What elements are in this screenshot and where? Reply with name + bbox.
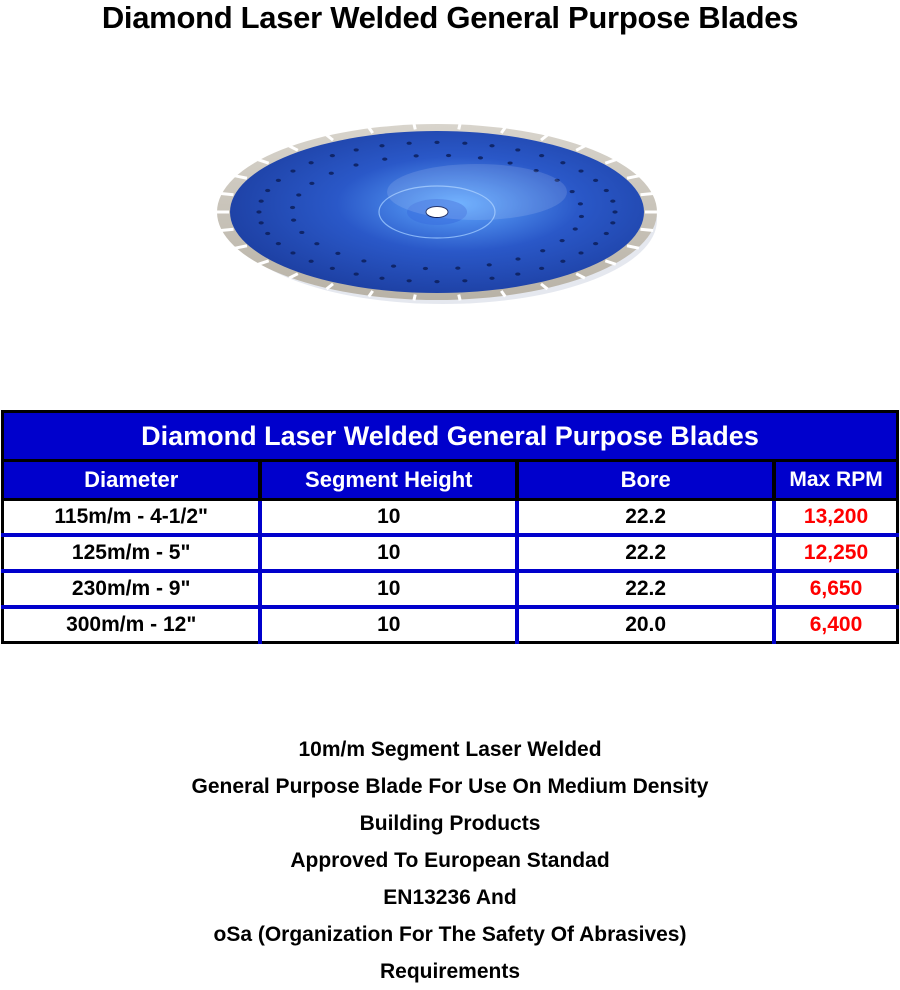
description-line: Requirements: [379, 960, 521, 983]
column-header-max-rpm: Max RPM: [774, 461, 897, 500]
diameter-cell: 125m/m - 5": [3, 535, 261, 571]
diameter-cell: 230m/m - 9": [3, 571, 261, 607]
bore-cell: 22.2: [517, 535, 774, 571]
table-title-row: [3, 412, 898, 461]
description-line: General Purpose Blade For Use On Medium Density: [191, 775, 709, 798]
segment-height-cell: 10: [260, 571, 517, 607]
max-rpm-cell: 6,400: [774, 607, 897, 643]
description-line: EN13236 And: [383, 886, 517, 909]
description-line: oSa (Organization For The Safety Of Abrasives): [213, 923, 687, 946]
segment-height-cell: 10: [260, 607, 517, 643]
table-title: Diamond Laser Welded General Purpose Blades: [3, 412, 898, 461]
diameter-cell: 115m/m - 4-1/2": [3, 500, 261, 536]
segment-height-cell: 10: [260, 535, 517, 571]
column-header-segment-height: Segment Height: [260, 461, 517, 500]
segment-height-cell: 10: [260, 500, 517, 536]
bore-cell: 22.2: [517, 571, 774, 607]
table-row: [3, 571, 898, 607]
description-line: Approved To European Standad: [290, 849, 610, 872]
column-header-diameter: Diameter: [3, 461, 261, 500]
max-rpm-cell: 6,650: [774, 571, 897, 607]
diamond-saw-blade-icon: [212, 120, 662, 310]
diameter-cell: 300m/m - 12": [3, 607, 261, 643]
spec-table: [1, 410, 899, 644]
description-line: Building Products: [359, 812, 541, 835]
page-title: Diamond Laser Welded General Purpose Blades: [101, 0, 799, 35]
description-line: 10m/m Segment Laser Welded: [298, 738, 602, 761]
table-row: [3, 535, 898, 571]
column-header-bore: Bore: [517, 461, 774, 500]
table-row: [3, 607, 898, 643]
bore-cell: 22.2: [517, 500, 774, 536]
max-rpm-cell: 12,250: [774, 535, 897, 571]
bore-cell: 20.0: [517, 607, 774, 643]
blade-image: [212, 120, 662, 310]
product-description: [0, 731, 900, 990]
table-row: [3, 500, 898, 536]
table-header-row: [3, 461, 898, 500]
max-rpm-cell: 13,200: [774, 500, 897, 536]
